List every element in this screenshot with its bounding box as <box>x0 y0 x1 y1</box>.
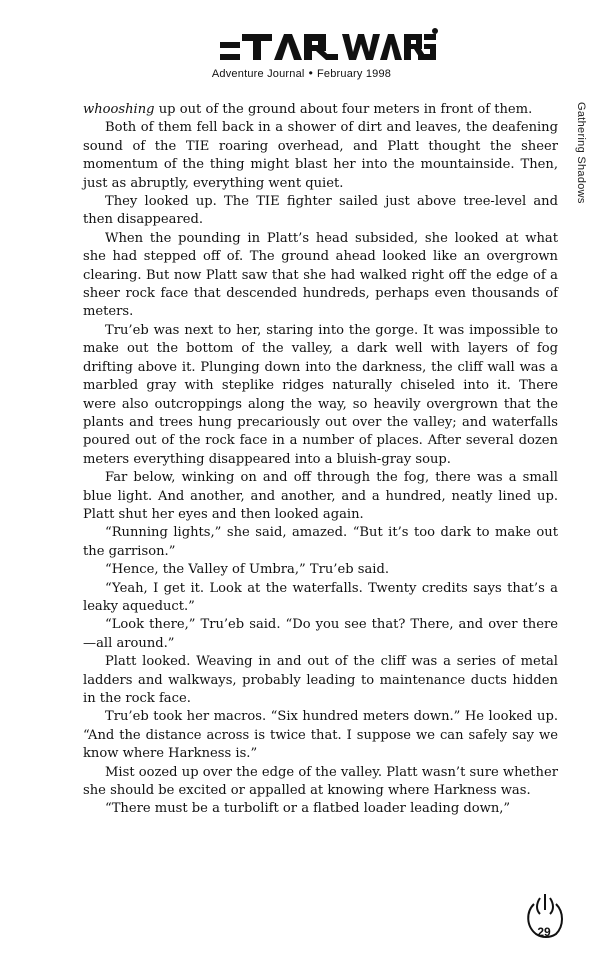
paragraph: “Running lights,” she said, amazed. “But it’s too dark to make out the garrison.” <box>83 525 558 559</box>
body-text <box>83 101 558 819</box>
paragraph-text: up out of the ground about four meters in front of them. <box>154 102 533 117</box>
separator-dot: • <box>308 66 313 80</box>
paragraph: “There must be a turbolift or a flatbed loader leading down,” <box>105 801 511 817</box>
paragraph: When the pounding in Platt’s head subsided, she looked at what she had stepped off of. The ground ahead looked like an overgrown clearing. But now Platt saw that she had walked right off the edge of a sheer rock face that descended hundreds, perhaps even thousands of meters. <box>83 230 558 320</box>
issue-date: February 1998 <box>316 68 392 80</box>
paragraph: They looked up. The TIE fighter sailed just above tree-level and then disappeared. <box>83 194 558 228</box>
masthead <box>0 16 603 86</box>
paragraph: Mist oozed up over the edge of the valley. Platt wasn’t sure whether she should be excited or appalled at knowing where Harkness was. <box>83 764 558 799</box>
page-number: 29 <box>537 925 551 939</box>
running-head: Gathering Shadows <box>575 102 587 204</box>
paragraph-lead: whooshing <box>83 102 155 117</box>
paragraph: Platt looked. Weaving in and out of the cliff was a series of metal ladders and walkways, probably leading to maintenance ducts hidden in the rock face. <box>83 654 558 706</box>
paragraph <box>83 101 558 119</box>
paragraph: “Yeah, I get it. Look at the waterfalls. Twenty credits says that’s a leaky aqueduct.” <box>83 580 558 614</box>
paragraph: Far below, winking on and off through the fog, there was a small blue light. And another, and another, and a hundred, neatly lined up. Platt shut her eyes and then looked again. <box>83 470 558 522</box>
publication-name: Adventure Journal <box>211 68 305 80</box>
paragraph: Both of them fell back in a shower of dirt and leaves, the deafening sound of the TIE roaring overhead, and Platt thought the sheer momentum of the thing might blast her into the mountainside. Then, just as abruptly, everything went quiet. <box>83 120 558 191</box>
paragraph: “Look there,” Tru’eb said. “Do you see that? There, and over there—all around.” <box>83 617 558 651</box>
paragraph: Tru’eb took her macros. “Six hundred meters down.” He looked up. “And the distance across is twice that. I suppose we can safely say we know where Harkness is.” <box>83 709 558 762</box>
paragraph: “Hence, the Valley of Umbra,” Tru’eb said. <box>105 562 389 578</box>
paragraph: Tru’eb was next to her, staring into the gorge. It was impossible to make out the bottom of the valley, a dark well with layers of fog drifting above it. Plunging down into the darkness, the cliff wall was a marbled gray with steplike ridges naturally chiseled into it. There were also outcroppings along the way, so heavily overgrown that the plants and trees hung precariously out over the valley; and waterfalls poured out of the rock face in a number of places. After several dozen meters everything disappeared into a bluish-gray soup. <box>83 322 558 467</box>
issue-line <box>0 66 603 80</box>
